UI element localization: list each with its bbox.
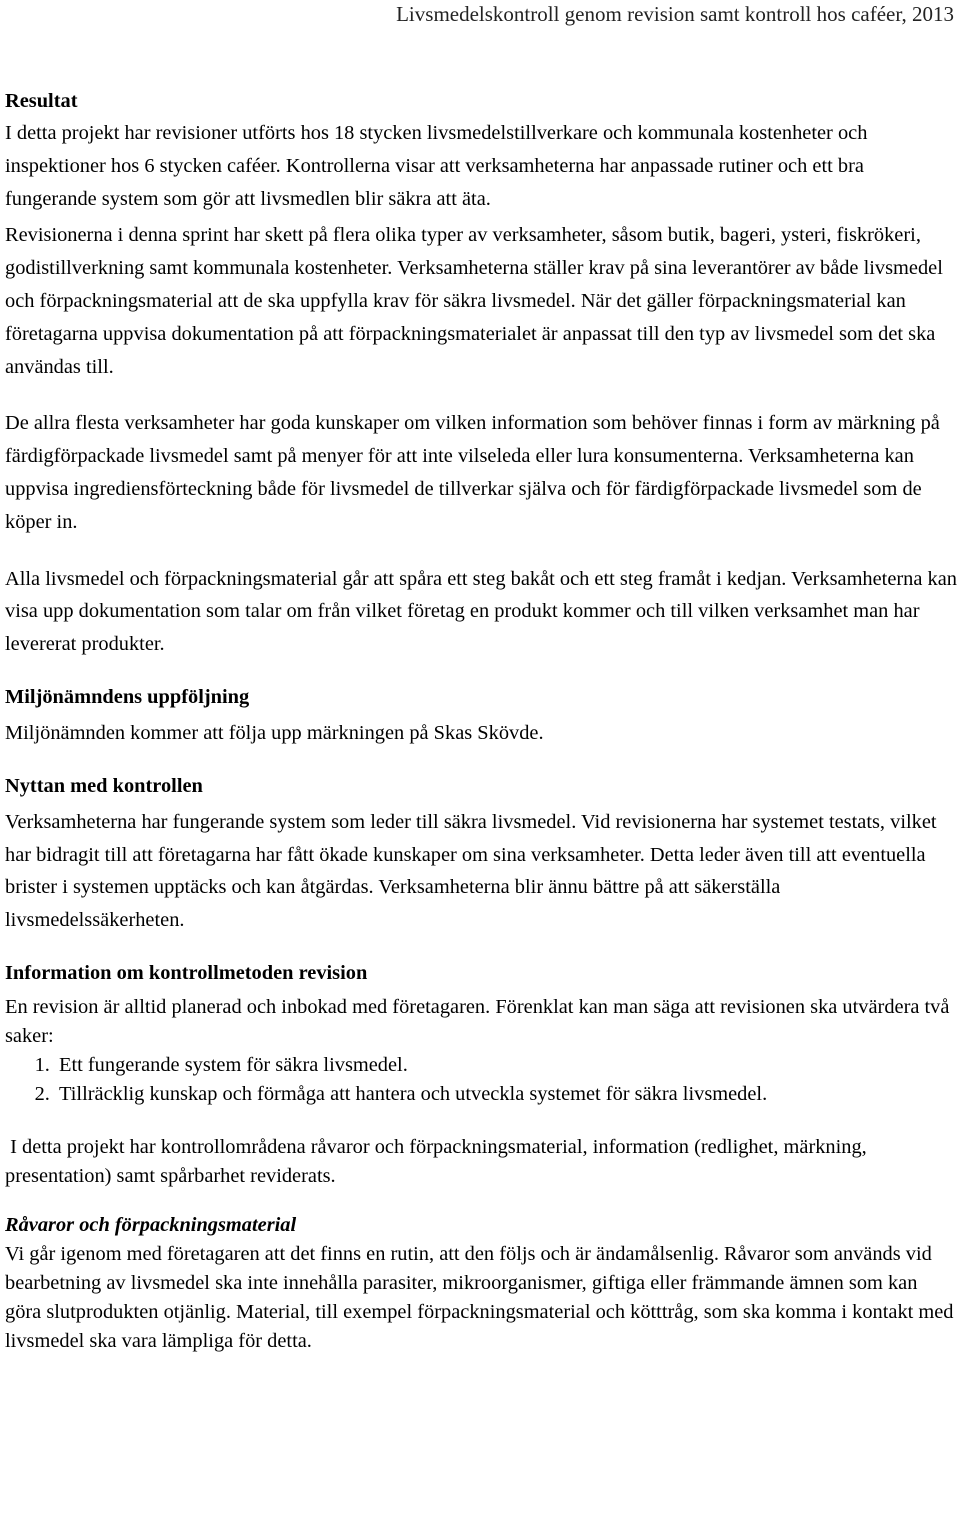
paragraph: De allra flesta verksamheter har goda kunskaper om vilken information som behöver finnas i form av märkning på färdigförpackade livsmedel samt på menyer för att inte vilseleda eller lura konsumenterna. Verksamheterna kan uppvisa ingrediensförteckning både för livsmedel de tillverkar själva och för färdigförpackade livsmedel som de köper in. bbox=[5, 412, 940, 533]
list-item: 2. Tillräcklig kunskap och förmåga att hantera och utveckla systemet för säkra livsmedel. bbox=[55, 1080, 957, 1109]
document-header: Livsmedelskontroll genom revision samt kontroll hos caféer, 2013 bbox=[396, 2, 954, 26]
section-heading-nyttan: Nyttan med kontrollen bbox=[5, 774, 203, 797]
paragraph: Verksamheterna har fungerande system som leder till säkra livsmedel. Vid revisionerna har systemet testats, vilket har bidragit till att företagarna har fått ökade kunskaper om sina verksamheter. Detta leder även till att eventuella brister i systemen upptäcks och kan åtgärdas. Verksamheterna blir ännu bättre på att säkerställa livsmedelssäkerheten. bbox=[5, 810, 937, 932]
numbered-list bbox=[5, 1051, 957, 1109]
paragraph: Alla livsmedel och förpackningsmaterial går att spåra ett steg bakåt och ett steg framåt i kedjan. Verksamheterna kan visa upp dokumentation som talar om från vilket företag en produkt kommer och till vilken verksamhet man har levererat produkter. bbox=[5, 567, 957, 656]
paragraph: Revisionerna i denna sprint har skett på flera olika typer av verksamheter, såsom butik, bageri, ysteri, fiskrökeri, godistillverkning samt kommunala kostenheter. Verksamheterna ställer krav på sina leverantörer av både livsmedel och förpackningsmaterial att de ska uppfylla krav för säkra livsmedel. När det gäller förpackningsmaterial kan företagarna uppvisa dokumentation på att förpackningsmaterialet är anpassat till den typ av livsmedel som det ska användas till. bbox=[5, 224, 943, 378]
section-heading-resultat: Resultat bbox=[5, 90, 78, 112]
paragraph: Vi går igenom med företagaren att det finns en rutin, att den följs och är ändamålsenlig. Råvaror som används vid bearbetning av livsmedel ska inte innehålla parasiter, mikroorganismer, giftiga eller främmande ämnen som kan göra slutprodukten otjänlig. Material, till exempel förpackningsmaterial och kötttråg, som ska komma i kontakt med livsmedel ska vara lämpliga för detta. bbox=[5, 1242, 954, 1352]
section-heading-information: Information om kontrollmetoden revision bbox=[5, 961, 368, 984]
paragraph: I detta projekt har revisioner utförts hos 18 stycken livsmedelstillverkare och kommunala kostenheter och inspektioner hos 6 stycken caféer. Kontrollerna visar att verksamheterna har anpassade rutiner och ett bra fungerande system som gör att livsmedlen blir säkra att äta. bbox=[5, 122, 868, 210]
paragraph: En revision är alltid planerad och inbokad med företagaren. Förenklat kan man säga att revisionen ska utvärdera två saker: bbox=[5, 995, 950, 1047]
list-item: 1. Ett fungerande system för säkra livsmedel. bbox=[55, 1051, 957, 1080]
paragraph: Miljönämnden kommer att följa upp märkningen på Skas Skövde. bbox=[5, 721, 544, 744]
subsection-heading-ravaror: Råvaror och förpackningsmaterial bbox=[5, 1213, 297, 1236]
paragraph: I detta projekt har kontrollområdena råvaror och förpackningsmaterial, information (redlighet, märkning, presentation) samt spårbarhet reviderats. bbox=[5, 1135, 872, 1187]
document-body bbox=[5, 85, 957, 1356]
section-heading-uppfoljning: Miljönämndens uppföljning bbox=[5, 685, 250, 708]
